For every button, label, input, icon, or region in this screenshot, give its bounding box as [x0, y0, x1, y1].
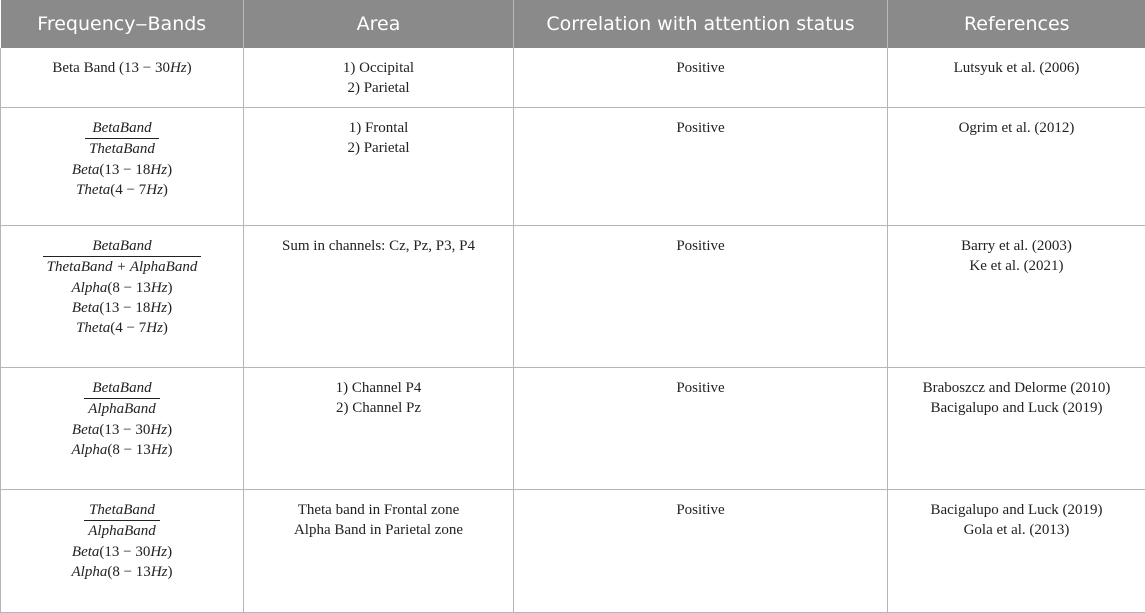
- band-ratio-fraction: [84, 378, 160, 419]
- reference: Braboszcz and Delorme (2010): [896, 378, 1137, 398]
- area-line: 1) Channel P4: [252, 378, 505, 398]
- cell-references: [888, 489, 1145, 612]
- table-header: [1, 0, 1145, 48]
- cell-frequency-bands: [1, 489, 244, 612]
- band-definition: Beta(13 − 18Hz): [9, 298, 235, 318]
- area-line: 1) Frontal: [252, 118, 505, 138]
- header-correlation: Correlation with attention status: [514, 0, 888, 48]
- cell-references: [888, 367, 1145, 489]
- reference: Ke et al. (2021): [896, 256, 1137, 276]
- cell-correlation: Positive: [514, 48, 888, 107]
- band-definition: Beta(13 − 30Hz): [9, 542, 235, 562]
- fraction-denominator: AlphaBand: [84, 520, 160, 541]
- fraction-numerator: BetaBand: [88, 118, 155, 138]
- header-references: References: [888, 0, 1145, 48]
- band-ratio-fraction: [84, 500, 160, 541]
- table-row: [1, 48, 1145, 107]
- band-definition: Beta(13 − 30Hz): [9, 420, 235, 440]
- reference: Gola et al. (2013): [896, 520, 1137, 540]
- band-definition: Alpha(8 − 13Hz): [9, 440, 235, 460]
- band-range: (13 − 30Hz): [119, 60, 192, 76]
- table-row: [1, 367, 1145, 489]
- cell-references: [888, 107, 1145, 225]
- reference: Bacigalupo and Luck (2019): [896, 500, 1137, 520]
- fraction-numerator: BetaBand: [88, 236, 155, 256]
- header-row: [1, 0, 1145, 48]
- area-line: 2) Channel Pz: [252, 398, 505, 418]
- band-ratio-fraction: [85, 118, 159, 159]
- cell-area: [244, 225, 514, 367]
- fraction-numerator: ThetaBand: [85, 500, 159, 520]
- area-line: Theta band in Frontal zone: [252, 500, 505, 520]
- area-line: 2) Parietal: [252, 138, 505, 158]
- cell-correlation: Positive: [514, 367, 888, 489]
- reference: Lutsyuk et al. (2006): [896, 58, 1137, 78]
- cell-correlation: Positive: [514, 489, 888, 612]
- header-area: Area: [244, 0, 514, 48]
- cell-frequency-bands: [1, 107, 244, 225]
- area-line: 1) Occipital: [252, 58, 505, 78]
- band-definition: Theta(4 − 7Hz): [9, 318, 235, 338]
- cell-area: [244, 107, 514, 225]
- table-row: [1, 489, 1145, 612]
- table-row: [1, 107, 1145, 225]
- cell-area: [244, 367, 514, 489]
- fraction-denominator: AlphaBand: [84, 398, 160, 419]
- band-ratio-fraction: [43, 236, 202, 277]
- cell-frequency-bands: [1, 225, 244, 367]
- cell-correlation: Positive: [514, 225, 888, 367]
- table-row: [1, 225, 1145, 367]
- cell-area: [244, 489, 514, 612]
- reference: Bacigalupo and Luck (2019): [896, 398, 1137, 418]
- cell-references: [888, 225, 1145, 367]
- band-label: Beta Band: [52, 60, 115, 76]
- fraction-denominator: ThetaBand + AlphaBand: [43, 256, 202, 277]
- table-body: [1, 48, 1145, 612]
- cell-frequency-bands: [1, 367, 244, 489]
- band-definition: Alpha(8 − 13Hz): [9, 562, 235, 582]
- cell-frequency-bands: [1, 48, 244, 107]
- fraction-denominator: ThetaBand: [85, 138, 159, 159]
- band-definition: Alpha(8 − 13Hz): [9, 278, 235, 298]
- area-line: Sum in channels: Cz, Pz, P3, P4: [252, 236, 505, 256]
- reference: Ogrim et al. (2012): [896, 118, 1137, 138]
- cell-correlation: Positive: [514, 107, 888, 225]
- band-definition: Theta(4 − 7Hz): [9, 180, 235, 200]
- cell-area: [244, 48, 514, 107]
- area-line: Alpha Band in Parietal zone: [252, 520, 505, 540]
- reference: Barry et al. (2003): [896, 236, 1137, 256]
- band-definition: Beta(13 − 18Hz): [9, 160, 235, 180]
- header-frequency-bands: Frequency‒Bands: [1, 0, 244, 48]
- cell-references: [888, 48, 1145, 107]
- fraction-numerator: BetaBand: [88, 378, 155, 398]
- area-line: 2) Parietal: [252, 78, 505, 98]
